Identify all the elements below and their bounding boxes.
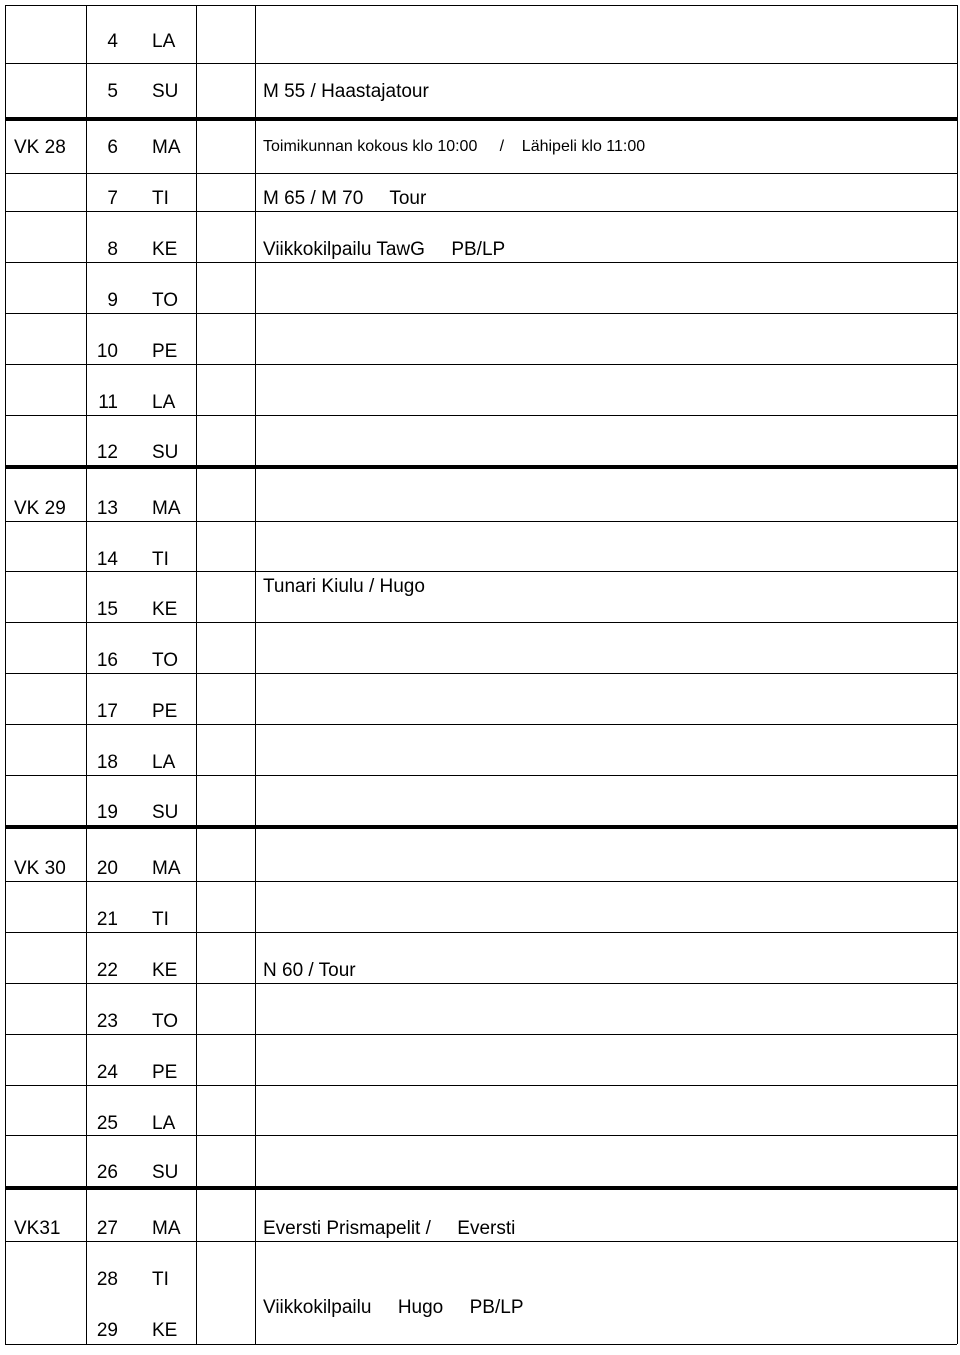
- day-of-week: MA: [152, 136, 181, 158]
- table-row: [5, 326, 957, 377]
- table-row: [5, 428, 957, 476]
- event-text: Viikkokilpailu Hugo PB/LP: [263, 1296, 524, 1318]
- day-number: 9: [107, 290, 118, 311]
- event-text: N 60 / Tour: [263, 960, 356, 981]
- merged-event-row: [5, 1282, 957, 1332]
- day-of-week: KE: [152, 1319, 178, 1341]
- week-label: VK 28: [14, 136, 66, 158]
- day-of-week: TO: [152, 1011, 179, 1032]
- table-row: [5, 121, 957, 173]
- day-of-week: TI: [152, 909, 169, 930]
- table-row: [5, 1047, 957, 1098]
- day-number: 28: [96, 1269, 118, 1290]
- event-text: Eversti Prismapelit / Eversti: [263, 1217, 516, 1239]
- day-of-week: TO: [152, 650, 179, 671]
- day-of-week: TI: [152, 187, 169, 209]
- table-row: [5, 275, 957, 326]
- day-number: 15: [96, 599, 118, 620]
- day-of-week: MA: [152, 497, 181, 519]
- table-row: [5, 842, 957, 894]
- day-of-week: LA: [152, 392, 176, 413]
- day-number: 4: [107, 31, 118, 52]
- table-row: [5, 377, 957, 428]
- day-of-week: LA: [152, 752, 176, 773]
- day-number: 14: [96, 548, 118, 570]
- merged-event-row: [5, 560, 957, 612]
- day-number: 25: [96, 1112, 118, 1134]
- day-of-week: SU: [152, 801, 179, 823]
- day-of-week: SU: [152, 441, 179, 463]
- event-text: Toimikunnan kokous klo 10:00 / Lähipeli klo 11:00: [263, 138, 646, 155]
- table-row: [5, 945, 957, 996]
- day-number: 5: [107, 81, 118, 102]
- day-number: 23: [96, 1011, 118, 1032]
- day-of-week: SU: [152, 81, 179, 102]
- day-of-week: KE: [152, 599, 178, 620]
- day-of-week: TI: [152, 1269, 169, 1290]
- table-row: [5, 996, 957, 1047]
- day-number: 26: [96, 1162, 118, 1183]
- day-number: 22: [96, 960, 118, 981]
- day-of-week: SU: [152, 1162, 179, 1183]
- day-number: 6: [107, 136, 118, 158]
- table-row: [5, 788, 957, 836]
- table-row: [5, 686, 957, 737]
- day-of-week: KE: [152, 960, 178, 981]
- day-number: 13: [96, 497, 118, 519]
- day-number: 7: [107, 187, 118, 209]
- day-of-week: LA: [152, 31, 176, 52]
- day-number: 20: [96, 857, 118, 879]
- day-of-week: LA: [152, 1112, 176, 1134]
- day-of-week: TO: [152, 290, 179, 311]
- event-text: M 55 / Haastajatour: [263, 81, 429, 102]
- day-number: 12: [96, 441, 118, 463]
- day-number: 16: [96, 650, 118, 671]
- day-of-week: KE: [152, 239, 178, 260]
- day-of-week: PE: [152, 701, 178, 722]
- day-number: 18: [96, 752, 118, 773]
- table-row: [5, 482, 957, 534]
- week-label: VK 29: [14, 497, 66, 519]
- day-number: 10: [96, 341, 118, 362]
- day-number: 24: [96, 1062, 118, 1083]
- table-row: [5, 1202, 957, 1254]
- column-divider: [957, 5, 958, 1344]
- week-label: VK31: [14, 1217, 61, 1239]
- day-of-week: PE: [152, 341, 178, 362]
- day-number: 17: [96, 701, 118, 722]
- event-text: Viikkokilpailu TawG PB/LP: [263, 239, 506, 260]
- day-of-week: PE: [152, 1062, 178, 1083]
- table-row: [5, 894, 957, 945]
- table-row: [5, 737, 957, 788]
- day-number: 21: [96, 909, 118, 930]
- table-row: [5, 174, 957, 222]
- day-of-week: MA: [152, 857, 181, 879]
- table-row: [5, 635, 957, 686]
- event-text: Tunari Kiulu / Hugo: [263, 575, 425, 597]
- day-number: 19: [96, 801, 118, 823]
- table-row: [5, 1098, 957, 1148]
- day-number: 8: [107, 239, 118, 260]
- day-number: 29: [96, 1319, 118, 1341]
- event-text: M 65 / M 70 Tour: [263, 187, 427, 209]
- table-row: [5, 20, 957, 63]
- table-border-top: [5, 5, 957, 6]
- day-number: 11: [98, 392, 118, 413]
- table-row: [5, 224, 957, 275]
- day-number: 27: [96, 1217, 118, 1239]
- table-row: [5, 1148, 957, 1197]
- row-divider: [5, 63, 957, 64]
- day-of-week: TI: [152, 548, 169, 570]
- table-row: [5, 66, 957, 117]
- day-of-week: MA: [152, 1217, 181, 1239]
- week-label: VK 30: [14, 857, 66, 879]
